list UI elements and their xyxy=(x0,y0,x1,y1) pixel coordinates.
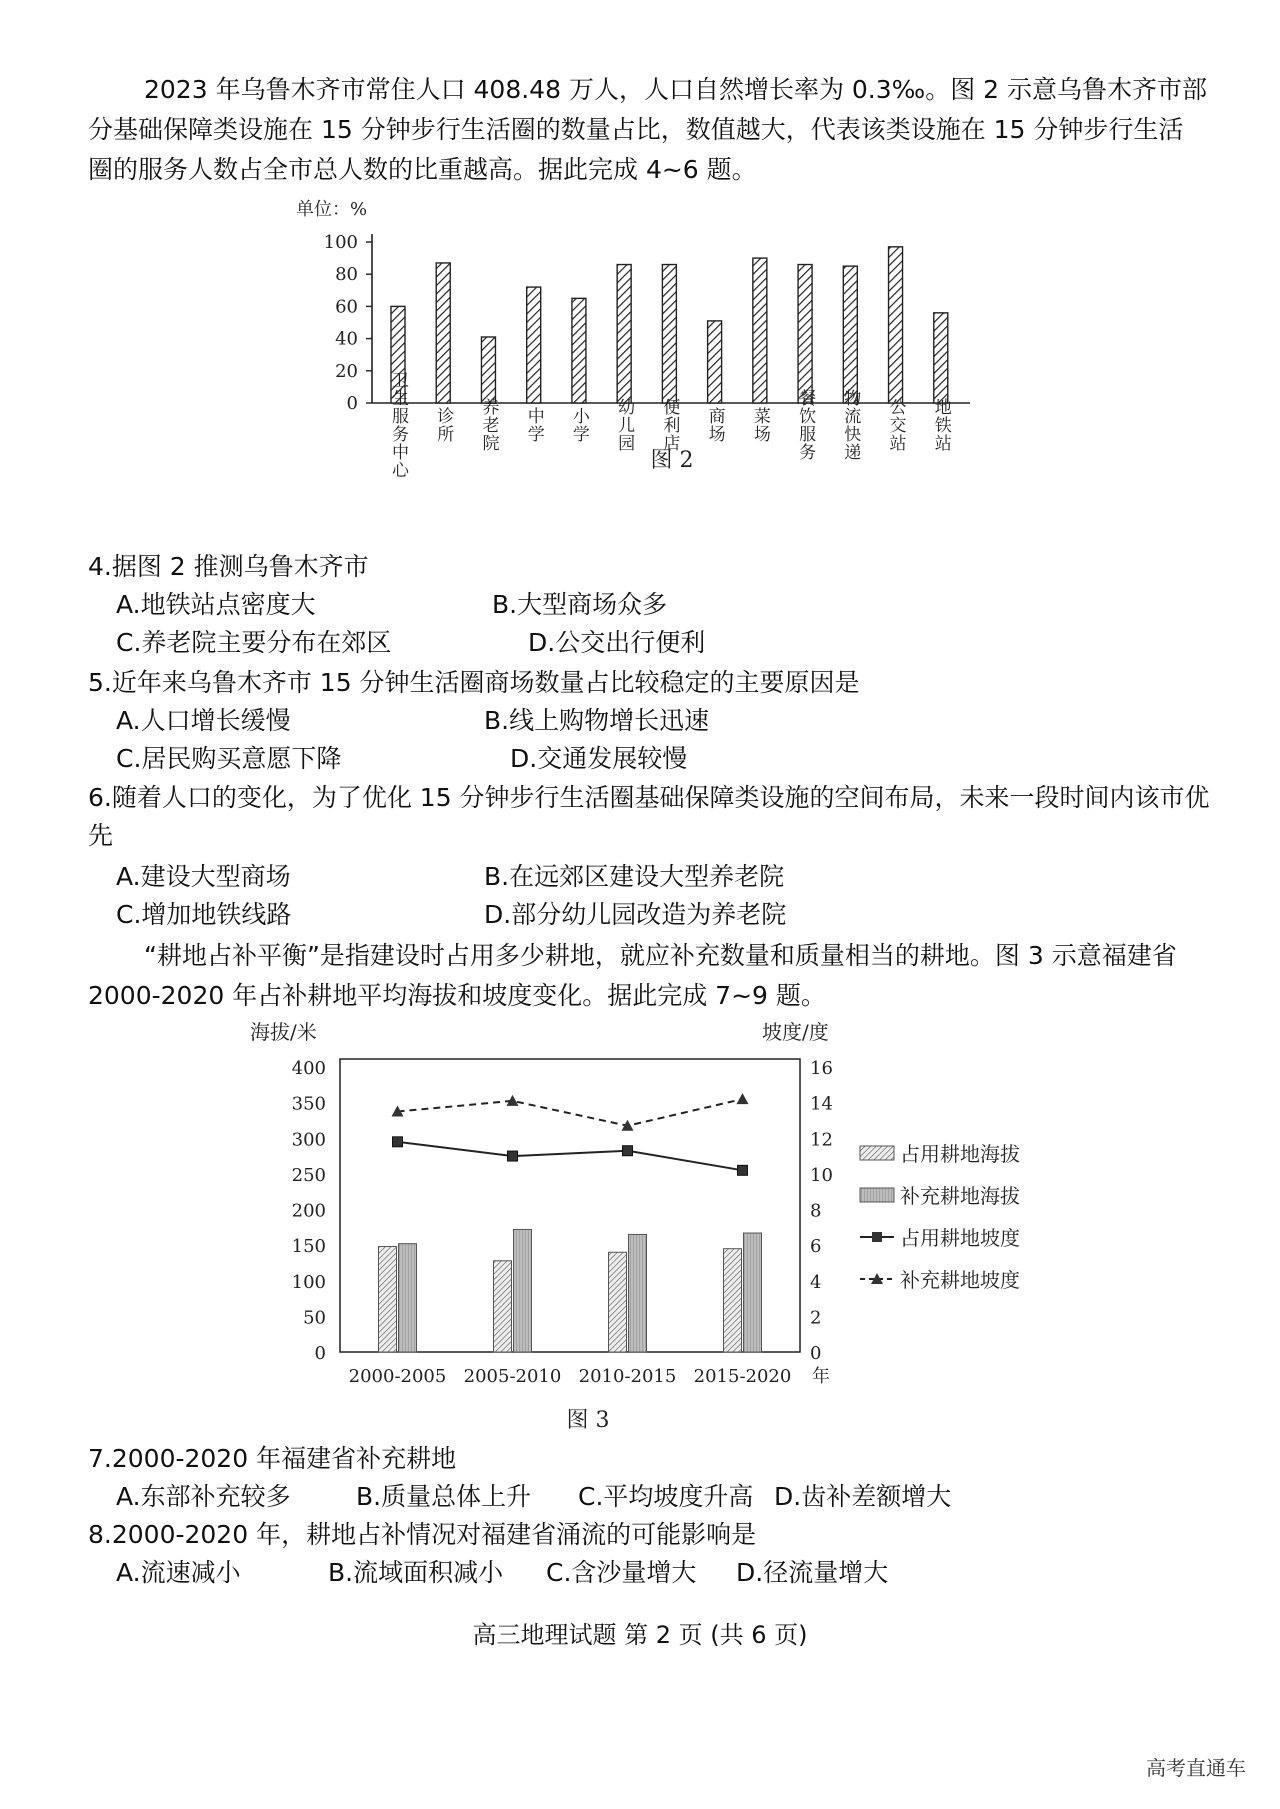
q7-option-b[interactable]: B.质量总体上升 xyxy=(356,1482,532,1511)
figure-3-legend-label: 占用耕地海拔 xyxy=(900,1142,1020,1166)
figure-2-category-label: 卫生服务中心 xyxy=(388,371,408,479)
figure-3-square-point xyxy=(393,1137,403,1147)
q4-option-a[interactable]: A.地铁站点密度大 xyxy=(116,590,316,619)
question-6-stem: 6.随着人口的变化，为了优化 15 分钟步行生活圈基础保障类设施的空间布局，未来一段时间内该市优先 xyxy=(88,783,1210,850)
figure-3-left-tick-label: 50 xyxy=(303,1307,326,1329)
figure-3-right-tick-label: 2 xyxy=(810,1307,822,1329)
q8-option-b[interactable]: B.流域面积减小 xyxy=(328,1558,504,1587)
figure-3-right-tick-label: 12 xyxy=(810,1129,833,1151)
figure-2-category-label: 中学 xyxy=(523,407,544,443)
figure-3-category-label: 2010-2015 xyxy=(578,1366,677,1387)
figure-2-category-label: 公交站 xyxy=(885,398,906,452)
figure-3-legend-label: 补充耕地坡度 xyxy=(900,1268,1020,1292)
figure-3-left-axis-label: 海拔/米 xyxy=(250,1020,317,1044)
figure-2-bar xyxy=(481,337,495,403)
figure-2-y-tick-label: 80 xyxy=(335,264,358,286)
figure-3-bar xyxy=(379,1247,397,1352)
question-8-stem: 8.2000-2020 年，耕地占补情况对福建省涌流的可能影响是 xyxy=(88,1520,757,1549)
figure-2-category-label: 物流快递 xyxy=(840,389,861,461)
figure-3-category-label: 2000-2005 xyxy=(348,1366,447,1387)
question-5-stem: 5.近年来乌鲁木齐市 15 分钟生活圈商场数量占比较稳定的主要原因是 xyxy=(88,668,860,697)
q4-option-d[interactable]: D.公交出行便利 xyxy=(528,628,706,657)
figure-3-combo-chart xyxy=(0,1015,1280,1435)
figure-3-left-tick-label: 350 xyxy=(291,1093,326,1115)
figure-3-bar xyxy=(744,1233,762,1352)
figure-2-category-label: 小学 xyxy=(568,407,589,443)
figure-3-bar xyxy=(514,1229,532,1352)
figure-3-triangle-point xyxy=(737,1093,749,1104)
page-footer: 高三地理试题 第 2 页 (共 6 页) xyxy=(472,1621,808,1649)
figure-2-bar xyxy=(617,265,631,403)
figure-2-bar-chart xyxy=(0,195,1280,525)
q6-option-d[interactable]: D.部分幼儿园改造为养老院 xyxy=(484,900,787,929)
figure-3-right-tick-label: 0 xyxy=(810,1343,822,1364)
figure-2-y-tick-label: 0 xyxy=(346,393,358,414)
figure-3-left-tick-label: 150 xyxy=(291,1236,326,1258)
figure-3-series-line xyxy=(398,1142,743,1171)
figure-3-bar xyxy=(494,1261,512,1352)
figure-2-category-label: 餐饮服务 xyxy=(795,389,816,461)
figure-2-y-tick-label: 20 xyxy=(335,360,358,382)
q8-option-a[interactable]: A.流速减小 xyxy=(116,1558,241,1587)
figure-2-bar xyxy=(708,321,722,403)
figure-3-category-label: 2015-2020 xyxy=(693,1366,792,1387)
q7-option-c[interactable]: C.平均坡度升高 xyxy=(578,1482,754,1511)
q5-option-b[interactable]: B.线上购物增长迅速 xyxy=(484,706,710,735)
figure-3-left-tick-label: 200 xyxy=(291,1200,326,1222)
figure-3-right-tick-label: 6 xyxy=(810,1236,822,1258)
intro-paragraph-1: 2023 年乌鲁木齐市常住人口 408.48 万人，人口自然增长率为 0.3‰。图 2 示意乌鲁木齐市部分基础保障类设施在 15 分钟步行生活圈的数量占比，数值越大，代表该类设施在 15 分钟步行生活圈的服务人数占全市总人数的比重越高。据此完成 4~6 题。 xyxy=(88,75,1207,184)
figure-2-bar xyxy=(934,313,948,403)
figure-3-bar xyxy=(399,1244,417,1352)
figure-3-left-tick-label: 250 xyxy=(291,1164,326,1186)
corner-watermark: 高考直通车 xyxy=(1146,1756,1246,1780)
q6-option-a[interactable]: A.建设大型商场 xyxy=(116,862,291,891)
figure-2-bar xyxy=(889,247,903,403)
question-7-stem: 7.2000-2020 年福建省补充耕地 xyxy=(88,1444,457,1473)
figure-2-category-label: 诊所 xyxy=(433,407,454,443)
figure-3-square-point xyxy=(508,1151,518,1161)
figure-3-caption: 图 3 xyxy=(566,1408,610,1433)
q8-option-d[interactable]: D.径流量增大 xyxy=(736,1558,889,1587)
question-4-stem: 4.据图 2 推测乌鲁木齐市 xyxy=(88,552,369,581)
figure-2-category-label: 幼儿园 xyxy=(614,398,635,452)
q4-option-c[interactable]: C.养老院主要分布在郊区 xyxy=(116,628,392,657)
q6-option-b[interactable]: B.在远郊区建设大型养老院 xyxy=(484,862,785,891)
q6-option-c[interactable]: C.增加地铁线路 xyxy=(116,900,292,929)
q5-option-d[interactable]: D.交通发展较慢 xyxy=(510,744,688,773)
figure-3-left-tick-label: 100 xyxy=(291,1271,326,1293)
figure-2-category-label: 养老院 xyxy=(478,398,499,452)
figure-2-category-label: 菜场 xyxy=(749,407,770,443)
figure-2-bar xyxy=(436,263,450,403)
figure-3-legend-marker xyxy=(872,1232,882,1242)
figure-2-y-tick-label: 60 xyxy=(335,296,358,318)
figure-3-right-tick-label: 16 xyxy=(810,1058,833,1079)
figure-2-caption: 图 2 xyxy=(650,448,694,473)
figure-2-category-label: 地铁站 xyxy=(930,398,951,452)
figure-2-bar xyxy=(527,287,541,403)
figure-3-legend-swatch xyxy=(860,1188,894,1202)
q7-option-d[interactable]: D.齿补差额增大 xyxy=(774,1482,952,1511)
figure-3-left-tick-label: 400 xyxy=(291,1058,326,1079)
figure-2-category-label: 便利店 xyxy=(659,398,680,452)
figure-3-bar xyxy=(629,1234,647,1352)
q4-option-b[interactable]: B.大型商场众多 xyxy=(492,590,668,619)
figure-2-unit-label: 单位：% xyxy=(296,199,368,220)
figure-3-legend-label: 补充耕地海拔 xyxy=(900,1184,1020,1208)
figure-3-legend-label: 占用耕地坡度 xyxy=(900,1226,1020,1250)
figure-3-left-tick-label: 0 xyxy=(314,1343,326,1364)
figure-2-category-label: 商场 xyxy=(704,407,725,443)
figure-3-right-tick-label: 8 xyxy=(810,1200,822,1222)
intro-paragraph-2: “耕地占补平衡”是指建设时占用多少耕地，就应补充数量和质量相当的耕地。图 3 示意福建省 2000-2020 年占补耕地平均海拔和坡度变化。据此完成 7~9 题。 xyxy=(88,941,1177,1010)
q5-option-c[interactable]: C.居民购买意愿下降 xyxy=(116,744,342,773)
figure-3-square-point xyxy=(738,1165,748,1175)
figure-3-bar xyxy=(609,1252,627,1352)
figure-3-x-unit: 年 xyxy=(812,1366,830,1387)
figure-2-bar xyxy=(843,266,857,403)
figure-3-right-axis-label: 坡度/度 xyxy=(762,1020,829,1044)
figure-2-bar xyxy=(753,258,767,403)
figure-3-left-tick-label: 300 xyxy=(291,1129,326,1151)
q8-option-c[interactable]: C.含沙量增大 xyxy=(546,1558,697,1587)
figure-2-y-tick-label: 40 xyxy=(335,328,358,350)
figure-3-right-tick-label: 4 xyxy=(810,1271,822,1293)
figure-2-y-tick-label: 100 xyxy=(323,232,358,253)
figure-2-bar xyxy=(572,298,586,403)
figure-2-bar xyxy=(662,265,676,403)
figure-2-bar xyxy=(798,265,812,403)
figure-3-legend-swatch xyxy=(860,1146,894,1160)
figure-3-category-label: 2005-2010 xyxy=(463,1366,562,1387)
figure-3-square-point xyxy=(623,1146,633,1156)
figure-3-series-line xyxy=(398,1099,743,1126)
figure-3-bar xyxy=(724,1249,742,1352)
q5-option-a[interactable]: A.人口增长缓慢 xyxy=(116,706,291,735)
figure-3-right-tick-label: 10 xyxy=(810,1164,833,1186)
q7-option-a[interactable]: A.东部补充较多 xyxy=(116,1482,291,1511)
figure-3-right-tick-label: 14 xyxy=(810,1093,833,1115)
